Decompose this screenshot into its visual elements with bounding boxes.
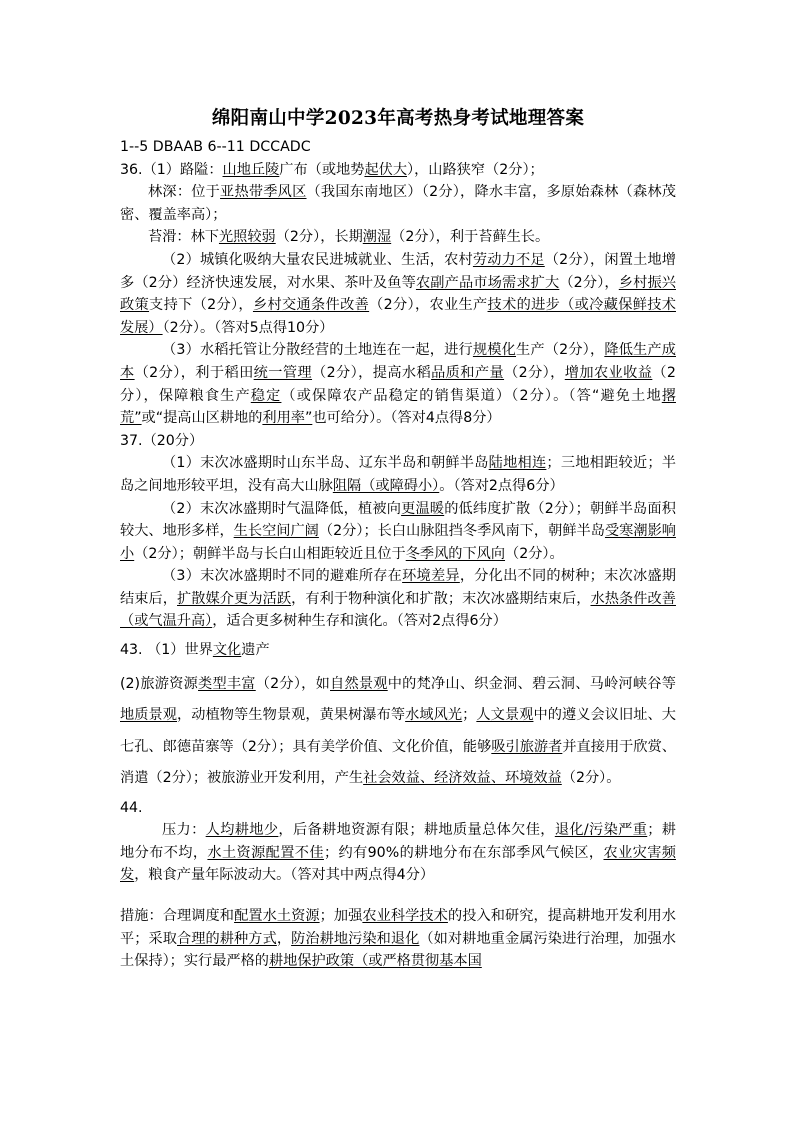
q36-part2: （2）城镇化吸纳大量农民进城就业、生活，农村劳动力不足（2分），闲置土地增多（2分）经济快速发展，对水果、茶叶及鱼等农副产品市场需求扩大（2分），乡村振兴政策支持下（2分），乡村交通条件改善（2分），农业生产技术的进步（或冷藏保鲜技术发展）（2分）。（答对5点得10分） [120, 251, 676, 336]
q36-part1-moss: 苔滑：林下光照较弱（2分），长期潮湿（2分），利于苔藓生长。 [148, 229, 550, 246]
paragraph-gap [120, 887, 676, 905]
q43-part2: (2)旅游资源类型丰富（2分），如自然景观中的梵净山、织金洞、碧云洞、马岭河峡谷等地质景观，动植物等生物景观，黄果树瀑布等水域风光；人文景观中的遵义会议旧址、大七孔、郎德苗寨等（2分）；具有美学价值、文化价值，能够吸引旅游者并直接用于欣赏、消遣（2分）；被旅游业开发利用，产生社会效益、经济效益、环境效益（2分）。 [120, 675, 676, 787]
mc-text: 1--5 DBAAB 6--11 DCCADC [120, 139, 311, 155]
q37-part2: （2）末次冰盛期时气温降低，植被向更温暖的低纬度扩散（2分）；朝鲜半岛面积较大、地形多样，生长空间广阔（2分）；长白山脉阻挡冬季风南下，朝鲜半岛受寒潮影响小（2分）；朝鲜半岛与长白山相距较近且位于冬季风的下风向（2分）。 [120, 500, 676, 562]
q36-part1-road: 36.（1）路隘：山地丘陵广布（或地势起伏大），山路狭窄（2分）； [120, 161, 544, 178]
q37-part1: （1）末次冰盛期时山东半岛、辽东半岛和朝鲜半岛陆地相连；三地相距较近；半岛之间地形较平坦，没有高大山脉阻隔（或障碍小）。（答对2点得6分） [120, 455, 676, 494]
q43-part1: 43. （1）世界文化遗产 [120, 642, 270, 659]
q37-heading: 37.（20分） [120, 432, 204, 449]
q36-part1-forest: 林深：位于亚热带季风区（我国东南地区）（2分），降水丰富，多原始森林（森林茂密、覆盖率高）； [120, 184, 676, 223]
q44-measures: 措施：合理调度和配置水土资源；加强农业科学技术的投入和研究，提高耕地开发利用水平；采取合理的耕种方式，防治耕地污染和退化（如对耕地重金属污染进行治理，加强水土保持）；实行最严格的耕地保护政策（或严格贯彻基本国 [120, 907, 676, 970]
answer-page [120, 104, 676, 973]
multiple-choice-answers [120, 136, 676, 159]
q37-part3: （3）末次冰盛期时不同的避难所存在环境差异，分化出不同的树种；末次冰盛期结束后，扩散媒介更为活跃，有利于物种演化和扩散；末次冰盛期结束后，水热条件改善（或气温升高），适合更多树种生存和演化。（答对2点得6分） [120, 568, 676, 630]
page-title: 绵阳南山中学2023年高考热身考试地理答案 [211, 108, 585, 129]
q44-heading: 44. [120, 799, 143, 816]
q36-part3: （3）水稻托管让分散经营的土地连在一起，进行规模化生产（2分），降低生产成本（2分），利于稻田统一管理（2分），提高水稻品质和产量（2分），增加农业收益（2分），保障粮食生产稳定（或保障农产品稳定的销售渠道）（2分）。（答“避免土地撂荒”或“提高山区耕地的利用率”也可给分）。（答对4点得8分） [120, 342, 676, 427]
q44-pressure: 压力：人均耕地少，后备耕地资源有限；耕地质量总体欠佳，退化/污染严重；耕地分布不均，水土资源配置不佳；约有90%的耕地分布在东部季风气候区，农业灾害频发，粮食产量年际波动大。（答对其中两点得4分） [120, 822, 676, 884]
